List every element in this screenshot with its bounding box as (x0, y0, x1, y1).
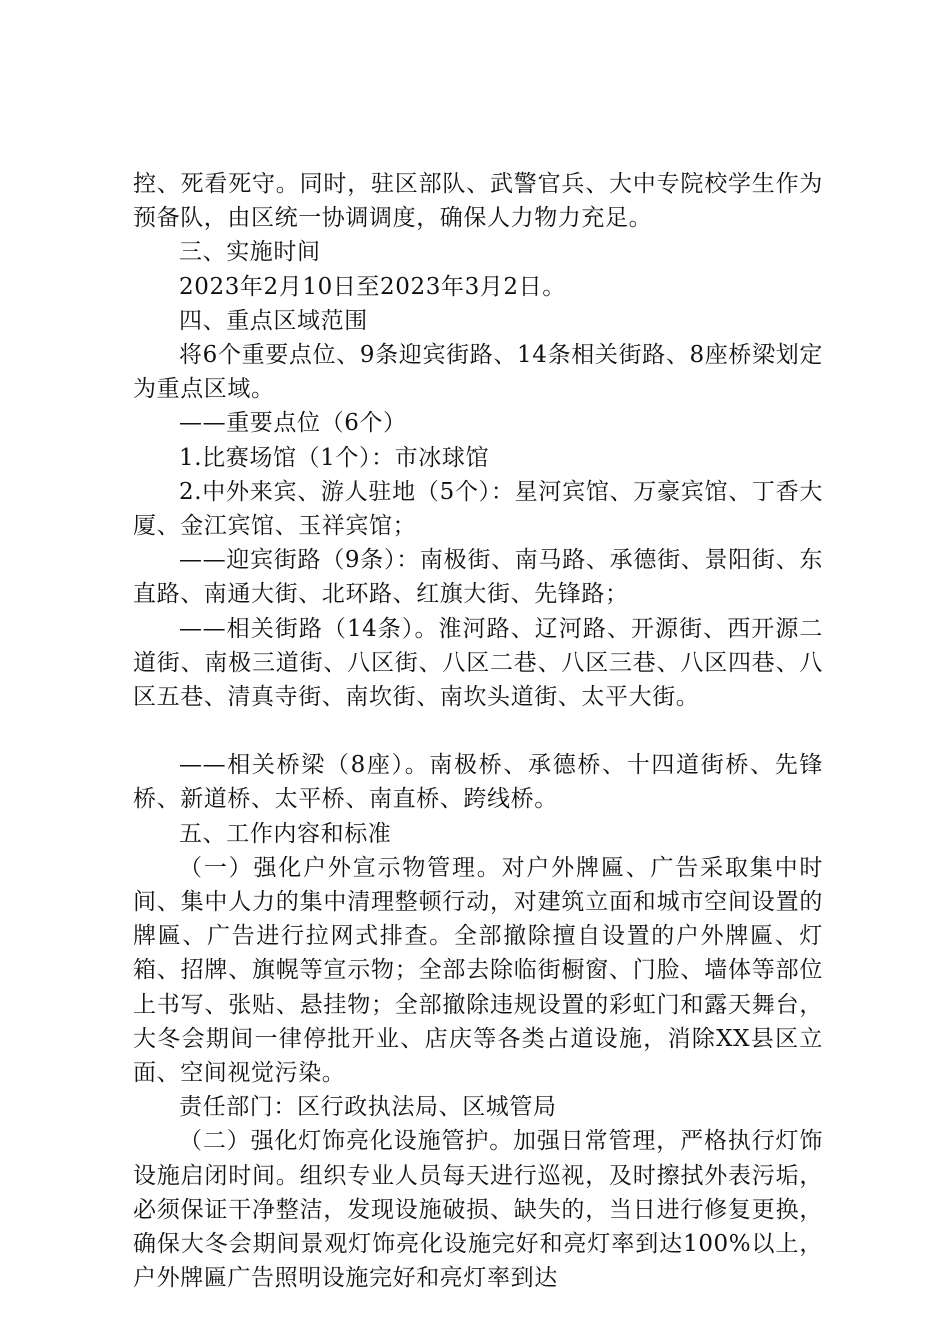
paragraph-continuation: 控、死看死守。同时，驻区部队、武警官兵、大中专院校学生作为预备队，由区统一协调调度，确保人力物力充足。 (133, 171, 823, 232)
subheading-important-points: ——重要点位（6个） (179, 410, 407, 437)
heading-implementation-time: 三、实施时间 (179, 239, 321, 266)
paragraph-date-range: 2023年2月10日至2023年3月2日。 (179, 273, 566, 300)
paragraph-outdoor-signage: （一）强化户外宣示物管理。对户外牌匾、广告采取集中时间、集中人力的集中清理整顿行动，对建筑立面和城市空间设置的牌匾、广告进行拉网式排查。全部撤除擅自设置的户外牌匾、灯箱、招牌、旗幌等宣示物；全部去除临街橱窗、门脸、墙体等部位上书写、张贴、悬挂物；全部撤除违规设置的彩虹门和露天舞台，大冬会期间一律停批开业、店庆等各类占道设施，消除XX县区立面、空间视觉污染。 (133, 854, 823, 1087)
blank-line (133, 714, 823, 748)
document-page (133, 167, 823, 1296)
paragraph-welcome-streets: ——迎宾街路（9条）：南极街、南马路、承德街、景阳街、东直路、南通大街、北环路、红旗大街、先锋路； (133, 547, 823, 608)
paragraph-related-streets: ——相关街路（14条）。淮河路、辽河路、开源街、西开源二道街、南极三道街、八区街、八区二巷、八区三巷、八区四巷、八区五巷、清真寺街、南坎街、南坎头道街、太平大街。 (133, 615, 823, 711)
list-item-venues: 1.比赛场馆（1个）：市冰球馆 (179, 444, 490, 471)
heading-key-areas: 四、重点区域范围 (179, 307, 368, 334)
paragraph-key-areas-summary: 将6个重要点位、9条迎宾街路、14条相关街路、8座桥梁划定为重点区域。 (133, 342, 823, 403)
list-item-guest-residences: 2.中外来宾、游人驻地（5个）：星河宾馆、万豪宾馆、丁香大厦、金江宾馆、玉祥宾馆； (133, 478, 823, 540)
heading-work-content: 五、工作内容和标准 (179, 820, 392, 847)
paragraph-related-bridges: ——相关桥梁（8座）。南极桥、承德桥、十四道街桥、先锋桥、新道桥、太平桥、南直桥、跨线桥。 (133, 752, 823, 813)
paragraph-lighting-facilities: （二）强化灯饰亮化设施管护。加强日常管理，严格执行灯饰设施启闭时间。组织专业人员每天进行巡视，及时擦拭外表污垢，必须保证干净整洁，发现设施破损、缺失的，当日进行修复更换，确保大冬会期间景观灯饰亮化设施完好和亮灯率到达100%以上，户外牌匾广告照明设施完好和亮灯率到达 (133, 1128, 823, 1292)
paragraph-responsible-departments: 责任部门：区行政执法局、区城管局 (179, 1094, 557, 1121)
